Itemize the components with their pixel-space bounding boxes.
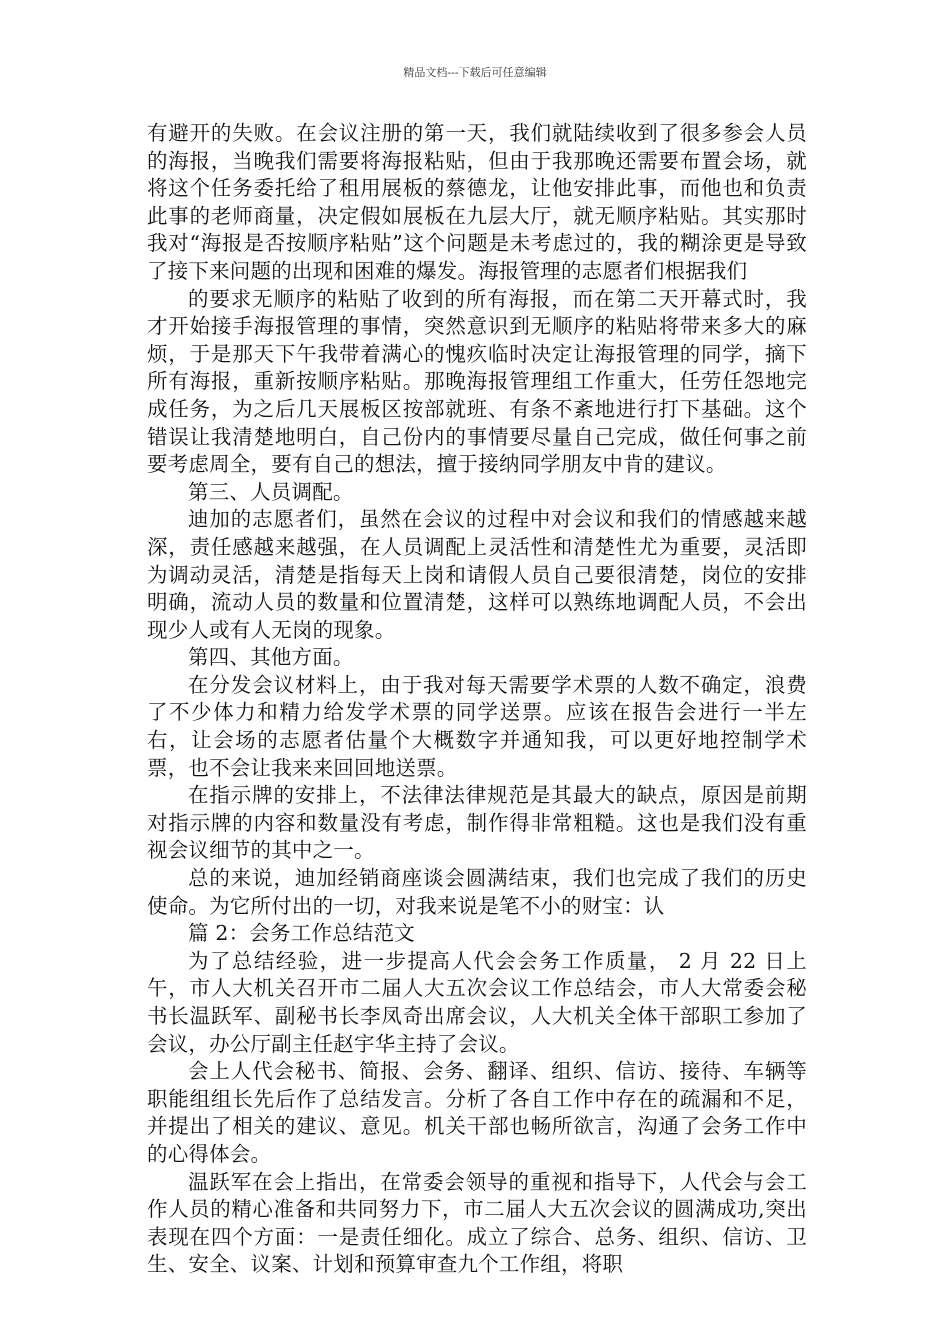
paragraph: 的要求无顺序的粘贴了收到的所有海报，而在第二天开幕式时，我才开始接手海报管理的事情，突然意识到无顺序的粘贴将带来多大的麻烦，于是那天下午我带着满心的愧疚临时决定让海报管理的同学，摘下所有海报，重新按顺序粘贴。那晚海报管理组工作重大，任劳任怨地完成任务，为之后几天展板区按部就班、有条不紊地进行打下基础。这个错误让我清楚地明白，自己份内的事情要尽量自己完成，做任何事之前要考虑周全，要有自己的想法，擅于接纳同学朋友中肯的建议。 [147,286,807,477]
paragraph: 有避开的失败。在会议注册的第一天，我们就陆续收到了很多参会人员的海报，当晚我们需要将海报粘贴，但由于我那晚还需要布置会场，就将这个任务委托给了租用展板的蔡德龙，让他安排此事，而他也和负责此事的老师商量，决定假如展板在九层大厅，就无顺序粘贴。其实那时我对“海报是否按顺序粘贴”这个问题是未考虑过的，我的糊涂更是导致了接下来问题的出现和困难的爆发。海报管理的志愿者们根据我们 [147,121,807,283]
paragraph: 总的来说，迪加经销商座谈会圆满结束，我们也完成了我们的历史使命。为它所付出的一切，对我来说是笔不小的财宝：认 [147,866,807,918]
paragraph: 温跃军在会上指出，在常委会领导的重视和指导下，人代会与会工作人员的精心准备和共同努力下，市二届人大五次会议的圆满成功,突出表现在四个方面：一是责任细化。成立了综合、总务、组织、信访、卫生、安全、议案、计划和预算审查九个工作组，将职 [147,1169,807,1277]
paragraph: 会上人代会秘书、简报、会务、翻译、组织、信访、接待、车辆等职能组组长先后作了总结发言。分析了各自工作中存在的疏漏和不足，并提出了相关的建议、意见。机关干部也畅所欲言，沟通了会务工作中的心得体会。 [147,1059,807,1166]
document-body [147,120,807,1279]
paragraph: 在指示牌的安排上，不法律法律规范是其最大的缺点，原因是前期对指示牌的内容和数量没有考虑，制作得非常粗糙。这也是我们没有重视会议细节的其中之一。 [147,783,807,863]
article-title: 篇 2：会务工作总结范文 [188,921,415,946]
section-heading: 第四、其他方面。 [188,645,354,670]
paragraph: 在分发会议材料上，由于我对每天需要学术票的人数不确定，浪费了不少体力和精力给发学术票的同学送票。应该在报告会进行一半左右，让会场的志愿者估量个大概数字并通知我，可以更好地控制学术票，也不会让我来来回回地送票。 [147,672,807,780]
paragraph: 迪加的志愿者们，虽然在会议的过程中对会议和我们的情感越来越深，责任感越来越强，在人员调配上灵活性和清楚性尤为重要，灵活即为调动灵活，清楚是指每天上岗和请假人员自己要很清楚，岗位的安排明确，流动人员的数量和位置清楚，这样可以熟练地调配人员，不会出现少人或有人无岗的现象。 [147,507,807,642]
section-heading: 第三、人员调配。 [188,479,354,504]
paragraph: 为了总结经验，进一步提高人代会会务工作质量， 2 月 22 日上午，市人大机关召开市二届人大五次会议工作总结会，市人大常委会秘书长温跃军、副秘书长李凤奇出席会议，人大机关全体干部职工参加了会议，办公厅副主任赵宇华主持了会议。 [147,948,807,1056]
page-header: 精品文档---下载后可任意编辑 [403,66,547,79]
